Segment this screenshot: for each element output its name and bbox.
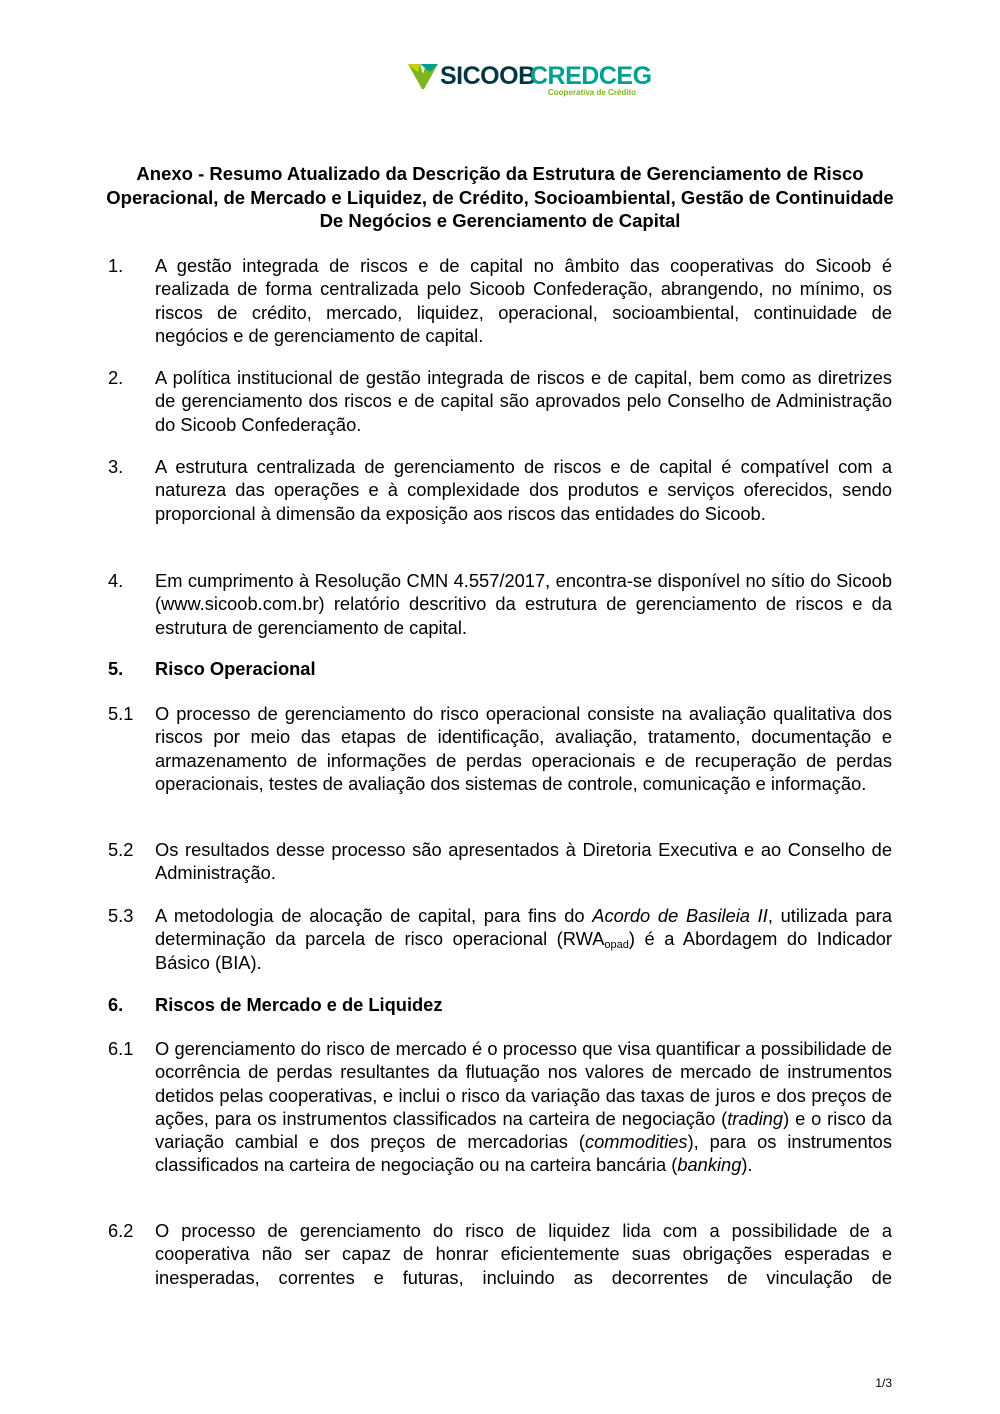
paragraph-5-2 bbox=[108, 838, 892, 885]
paragraph-5-1 bbox=[108, 702, 892, 795]
text-segment: ). bbox=[741, 1154, 753, 1176]
paragraph-number: 5.3 bbox=[108, 905, 134, 926]
paragraph-number: 3. bbox=[108, 456, 124, 477]
document-title: Anexo - Resumo Atualizado da Descrição da Estrutura de Gerenciamento de Risco Operacional, de Mercado e Liquidez, de Crédito, Socioambiental, Gestão de Continuidade De Negócios e Gerenciamento de Capital bbox=[106, 163, 894, 231]
section-title: Risco Operacional bbox=[155, 658, 316, 679]
paragraph-text: O processo de gerenciamento do risco de liquidez lida com a possibilidade de a cooperativa não ser capaz de honrar eficientemente suas obrigações esperadas e inesperadas, correntes e futuras, incluindo as decorrentes de vinculação de bbox=[155, 1220, 892, 1288]
logo-brand-credceg: CREDCEG bbox=[530, 62, 652, 90]
italic-segment: Acordo de Basileia II bbox=[592, 905, 768, 926]
text-segment: ) e o risco da variação cambial e dos preços de mercadorias ( bbox=[155, 1107, 892, 1153]
paragraph-text: A política institucional de gestão integrada de riscos e de capital, bem como as diretrizes de gerenciamento dos riscos e de capital são aprovados pelo Conselho de Administração do Sicoob Confederação. bbox=[155, 367, 892, 435]
paragraph-text: Os resultados desse processo são apresentados à Diretoria Executiva e ao Conselho de Administração. bbox=[155, 839, 892, 884]
section-number: 6. bbox=[108, 994, 124, 1015]
text-segment: ), para os instrumentos classificados na carteira de negociação ou na carteira bancária ( bbox=[155, 1131, 892, 1176]
sicoob-logo-icon bbox=[408, 62, 438, 90]
paragraph-1 bbox=[108, 254, 892, 347]
paragraph-4 bbox=[108, 569, 892, 639]
paragraph-text bbox=[155, 1037, 892, 1177]
italic-segment: banking bbox=[677, 1154, 742, 1176]
paragraph-number: 5.2 bbox=[108, 839, 134, 860]
paragraph-text: O processo de gerenciamento do risco operacional consiste na avaliação qualitativa dos riscos por meio das etapas de identificação, avaliação, tratamento, documentação e armazenamento de informações de perdas operacionais e de recuperação de perdas operacionais, testes de avaliação dos sistemas de controle, comunicação e informação. bbox=[155, 703, 892, 794]
logo-tagline: Cooperativa de Crédito bbox=[548, 88, 637, 97]
subscript: opad bbox=[604, 939, 629, 952]
italic-segment: trading bbox=[727, 1107, 784, 1129]
paragraph-text bbox=[155, 904, 892, 974]
section-6-heading bbox=[108, 993, 892, 1016]
paragraph-3 bbox=[108, 455, 892, 525]
text-segment: O gerenciamento do risco de mercado é o processo que visa quantificar a possibilidade de ocorrência de perdas resultantes da flutuação nos valores de mercado de instrumentos detidos pelas cooperativas, e inclui o risco da variação das taxas de juros e dos preços de ações, para os instrumentos classificados na carteira de negociação ( bbox=[155, 1038, 892, 1129]
paragraph-number: 1. bbox=[108, 255, 124, 276]
paragraph-number: 4. bbox=[108, 570, 124, 591]
paragraph-number: 6.2 bbox=[108, 1220, 134, 1241]
paragraph-text: Em cumprimento à Resolução CMN 4.557/2017, encontra-se disponível no sítio do Sicoob (www.sicoob.com.br) relatório descritivo da estrutura de gerenciamento de riscos e da estrutura de gerenciamento de capital. bbox=[155, 570, 892, 638]
section-number: 5. bbox=[108, 658, 124, 679]
paragraph-text: A estrutura centralizada de gerenciamento de riscos e de capital é compatível com a natureza das operações e à complexidade dos produtos e serviços oferecidos, sendo proporcional à dimensão da exposição aos riscos das entidades do Sicoob. bbox=[155, 456, 892, 524]
sicoob-credceg-logo bbox=[408, 60, 652, 100]
page-number: 1/3 bbox=[875, 1376, 892, 1390]
paragraph-number: 5.1 bbox=[108, 703, 134, 724]
paragraph-number: 2. bbox=[108, 367, 124, 388]
section-5-heading bbox=[108, 657, 892, 680]
paragraph-text: A gestão integrada de riscos e de capital no âmbito das cooperativas do Sicoob é realizada de forma centralizada pelo Sicoob Confederação, abrangendo, no mínimo, os riscos de crédito, mercado, liquidez, operacional, socioambiental, continuidade de negócios e de gerenciamento de capital. bbox=[155, 255, 892, 346]
italic-segment: commodities bbox=[584, 1131, 688, 1153]
paragraph-6-2 bbox=[108, 1219, 892, 1289]
paragraph-6-1 bbox=[108, 1037, 892, 1177]
paragraph-5-3 bbox=[108, 904, 892, 974]
paragraph-2 bbox=[108, 366, 892, 436]
text-segment: , utilizada para determinação da parcela de risco operacional (RWA bbox=[155, 905, 892, 950]
section-title: Riscos de Mercado e de Liquidez bbox=[155, 994, 443, 1015]
text-segment: A metodologia de alocação de capital, para fins do bbox=[155, 905, 593, 926]
text-segment: ) é a Abordagem do Indicador Básico (BIA). bbox=[155, 928, 892, 973]
logo-brand-sicoob: SICOOB bbox=[440, 62, 536, 90]
paragraph-number: 6.1 bbox=[108, 1038, 134, 1059]
